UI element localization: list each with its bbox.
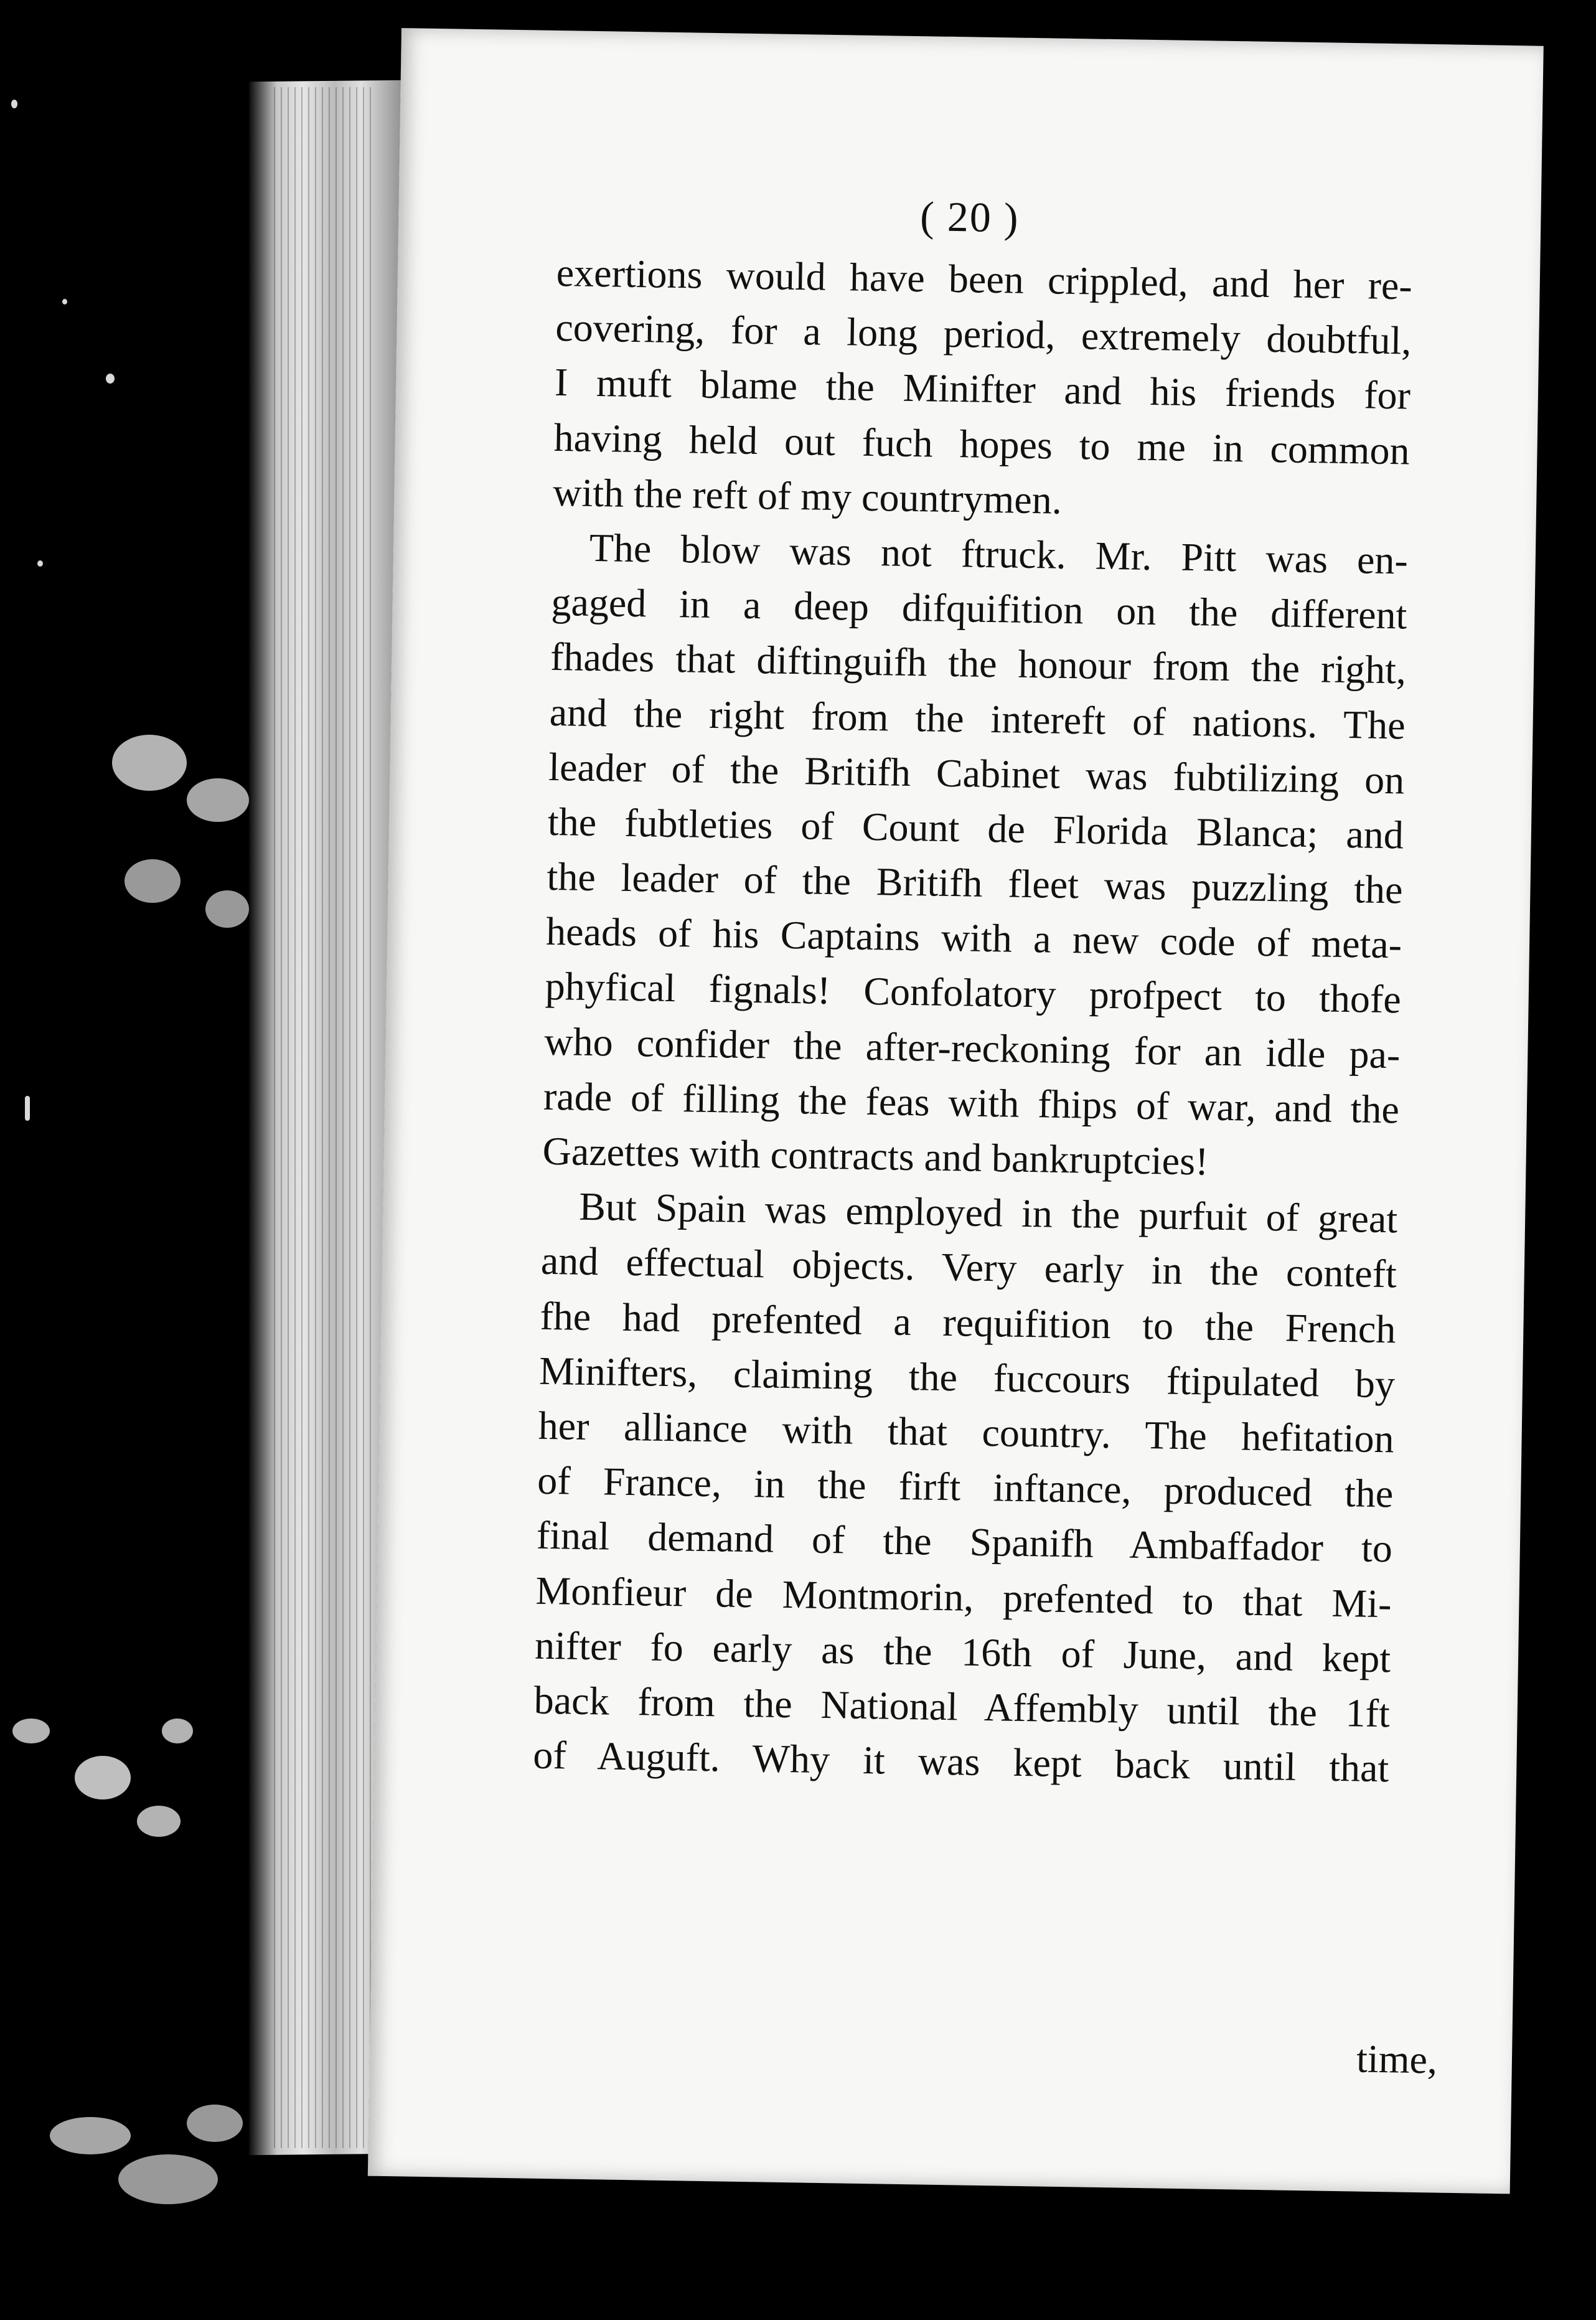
scan-speck — [12, 1719, 50, 1743]
text-line: The blow was not ftruck. Mr. Pitt was en- — [589, 525, 1409, 583]
scan-speck — [162, 1719, 193, 1743]
scan-speck — [106, 374, 115, 384]
scan-speck — [37, 560, 43, 567]
page-number: ( 20 ) — [919, 192, 1020, 242]
scan-speck — [118, 2154, 218, 2204]
scan-speck — [50, 2117, 131, 2154]
text-line: gaged in a deep difquifition on the different — [550, 580, 1407, 638]
body-text — [533, 245, 1413, 1796]
text-line: But Spain was employed in the purfuit of great — [578, 1184, 1398, 1242]
text-line: who confider the after-reckoning for an idle pa- — [543, 1019, 1401, 1077]
page-stack-lines — [274, 87, 373, 2148]
text-line: Monfieur de Montmorin, prefented to that Mi- — [535, 1568, 1392, 1626]
text-line: having held out fuch hopes to me in common — [553, 415, 1411, 473]
book-page — [368, 28, 1544, 2194]
scan-speck — [62, 299, 67, 304]
text-line: the fubtleties of Count de Florida Blanca; and — [547, 799, 1404, 857]
text-line: nifter fo early as the 16th of June, and kept — [534, 1623, 1391, 1681]
text-line: heads of his Captains with a new code of meta- — [545, 909, 1402, 967]
text-line: Gazettes with contracts and bankruptcies! — [542, 1128, 1209, 1184]
text-line: her alliance with that country. The hefitation — [538, 1403, 1395, 1461]
text-line: rade of filling the feas with fhips of war, and the — [543, 1073, 1400, 1132]
scan-speck — [187, 778, 249, 822]
scan-speck — [75, 1756, 131, 1799]
text-line: of Auguft. Why it was kept back until that — [532, 1732, 1389, 1791]
text-line: and effectual objects. Very early in the conteft — [540, 1238, 1397, 1296]
text-line: and the right from the intereft of nations. The — [549, 689, 1406, 747]
text-line: the leader of the Britifh fleet was puzzling the — [547, 854, 1404, 912]
text-line: Minifters, claiming the fuccours ftipulated by — [538, 1348, 1396, 1407]
scan-speck — [137, 1806, 181, 1837]
scan-speck — [205, 890, 249, 928]
text-line: covering, for a long period, extremely doubtful, — [555, 305, 1412, 363]
text-line: exertions would have been crippled, and her re- — [556, 250, 1413, 308]
text-line: phyfical fignals! Confolatory profpect to thofe — [545, 964, 1402, 1022]
text-line: back from the National Affembly until the 1ft — [533, 1677, 1391, 1736]
text-line: I muft blame the Minifter and his friends for — [554, 360, 1411, 418]
text-line: fhe had prefented a requifition to the French — [539, 1293, 1396, 1351]
scan-speck — [124, 859, 181, 903]
text-line: fhades that diftinguifh the honour from the right, — [550, 634, 1407, 692]
text-line: leader of the Britifh Cabinet was fubtilizing on — [548, 744, 1405, 803]
scan-speck — [25, 1096, 30, 1121]
scan-speck — [112, 735, 187, 791]
catchword: time, — [1356, 2036, 1438, 2082]
text-line: of France, in the firft inftance, produced the — [537, 1458, 1394, 1516]
scan-speck — [11, 100, 17, 108]
text-line: with the reft of my countrymen. — [552, 469, 1063, 522]
scan-speck — [187, 2105, 243, 2142]
text-line: final demand of the Spanifh Ambaffador to — [536, 1513, 1393, 1571]
